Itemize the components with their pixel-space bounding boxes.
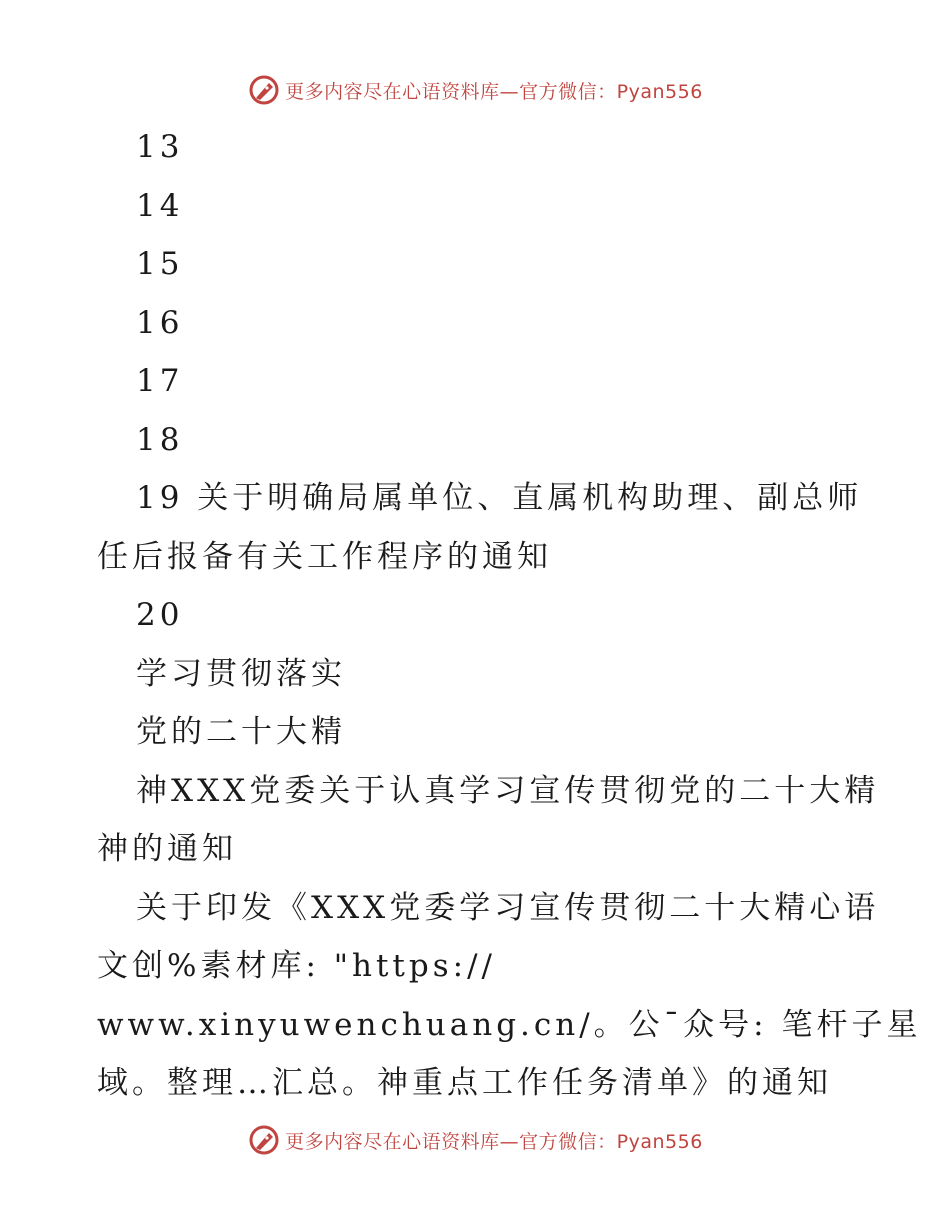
document-line: 19 关于明确局属单位、直属机构助理、副总师 xyxy=(136,480,863,516)
document-line: 神XXX党委关于认真学习宣传贯彻党的二十大精 xyxy=(136,772,880,809)
document-line: 神的通知 xyxy=(97,831,237,867)
footer-watermark-text: 更多内容尽在心语资料库—官方微信：Pyan556 xyxy=(285,1130,703,1153)
header-watermark-text: 更多内容尽在心语资料库—官方微信：Pyan556 xyxy=(285,80,703,103)
document-line: 15 xyxy=(136,246,184,282)
document-line: 域。整理…汇总。神重点工作任务清单》的通知 xyxy=(97,1065,832,1101)
document-body xyxy=(97,118,922,1113)
header-watermark xyxy=(0,70,950,110)
document-line: 关于印发《XXX党委学习宣传贯彻二十大精心语 xyxy=(136,889,880,926)
document-line: 党的二十大精 xyxy=(136,714,346,750)
footer-watermark xyxy=(0,1120,950,1160)
document-line: 20 xyxy=(136,597,184,633)
document-line: 17 xyxy=(136,363,184,399)
pen-nib-logo-icon xyxy=(247,73,281,107)
document-line: 学习贯彻落实 xyxy=(136,655,346,692)
pen-nib-logo-icon xyxy=(247,1123,281,1157)
document-line: 16 xyxy=(136,304,184,341)
document-line: 18 xyxy=(136,421,184,458)
document-line: 文创%素材库: "https:// xyxy=(97,948,496,984)
document-line: 任后报备有关工作程序的通知 xyxy=(97,538,552,575)
document-line: www.xinyuwenchuang.cn/。公¯众号: 笔杆子星 xyxy=(97,1006,922,1043)
document-line: 13 xyxy=(136,129,184,165)
document-line: 14 xyxy=(136,187,184,224)
